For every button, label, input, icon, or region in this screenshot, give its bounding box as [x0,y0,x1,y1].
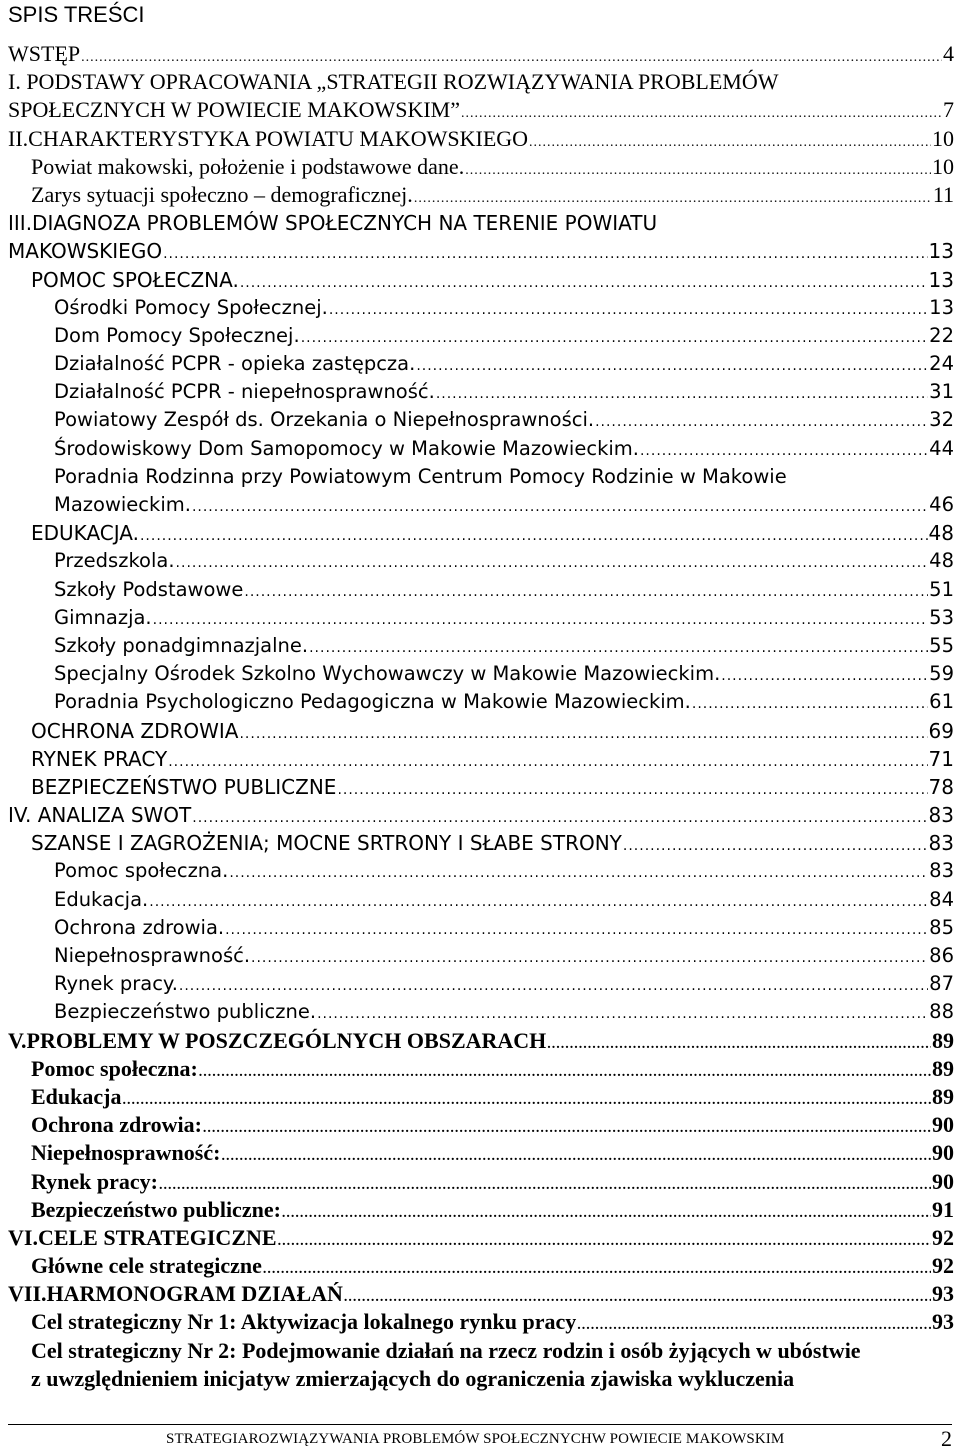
toc-entry-page: 24 [929,352,954,376]
toc-entry-page: 13 [928,239,954,264]
toc-entry[interactable] [0,266,960,294]
toc-entry[interactable] [0,519,960,547]
toc-entry-page: 86 [929,944,954,967]
toc-entry[interactable] [0,96,960,124]
toc-leader-dots [244,578,928,606]
toc-leader-dots [176,549,929,577]
toc-entry-title: Specjalny Ośrodek Szkolno Wychowawczy w Makowie Mazowieckim. [54,662,721,686]
toc-entry[interactable] [0,660,960,688]
toc-entry[interactable] [0,773,960,801]
page-footer [0,1420,960,1452]
toc-leader-dots [337,776,927,804]
toc-entry-title: Edukacja [31,1083,122,1109]
toc-entry-title: IV. ANALIZA SWOT [8,803,192,828]
toc-entry[interactable] [0,998,960,1026]
toc-entry-title: WSTĘP [8,41,81,66]
toc-entry[interactable] [0,1196,960,1224]
toc-leader-dots [149,888,928,916]
toc-entry[interactable] [0,1027,960,1055]
toc-leader-dots [225,916,928,944]
toc-entry[interactable] [0,40,960,68]
toc-entry[interactable] [0,857,960,885]
toc-entry-page: 88 [929,1000,954,1024]
toc-entry-title: EDUKACJA. [31,521,139,546]
toc-entry-page: 46 [929,493,954,516]
toc-leader-dots [240,269,928,297]
toc-entry[interactable] [0,970,960,998]
toc-entry[interactable] [0,1365,960,1393]
toc-entry-page: 7 [943,97,954,123]
toc-entry-title: Gimnazja. [54,605,152,629]
toc-entry[interactable] [0,153,960,181]
toc-entry-page: 53 [929,605,954,629]
toc-entry-title: Rynek pracy: [31,1168,158,1194]
toc-entry-page: 11 [932,181,954,207]
toc-entry-page: 10 [932,153,954,179]
toc-entry[interactable] [0,294,960,322]
toc-entry-page: 92 [932,1253,954,1279]
toc-entry-title: II.CHARAKTERYSTYKA POWIATU MAKOWSKIEGO [8,125,529,151]
toc-entry[interactable] [0,801,960,829]
toc-entry-title: VII.HARMONOGRAM DZIAŁAŃ [8,1281,343,1307]
toc-entry-title: Pomoc społeczna: [31,1055,198,1081]
toc-entry[interactable] [0,463,960,491]
toc-entry-title: Działalność PCPR - opieka zastępcza. [54,352,416,376]
toc-leader-dots [416,352,928,380]
toc-entry[interactable] [0,576,960,604]
toc-entry[interactable] [0,717,960,745]
toc-entry-page: 78 [928,774,954,799]
toc-entry[interactable] [0,1168,960,1196]
toc-entry[interactable] [0,435,960,463]
toc-entry[interactable] [0,181,960,209]
toc-entry-title: Powiat makowski, położenie i podstawowe dane. [31,153,465,179]
toc-entry-title: I. PODSTAWY OPRACOWANIA „STRATEGII ROZWIĄZYWANIA PROBLEMÓW [8,69,779,95]
toc-entry-title: Ochrona zdrowia: [31,1112,202,1138]
toc-entry-page: 31 [929,380,954,404]
toc-entry-title: Rynek pracy. [54,972,178,996]
toc-entry-title: z uwzględnieniem inicjatyw zmierzających do ograniczenia zjawiska wykluczenia [31,1365,795,1391]
toc-leader-dots [640,437,928,465]
toc-leader-dots [623,832,928,860]
toc-entry-page: 32 [929,408,954,432]
toc-entry[interactable] [0,745,960,773]
toc-leader-dots [239,720,927,748]
toc-entry-title: III.DIAGNOZA PROBLEMÓW SPOŁECZNYCH NA TERENIE POWIATU [8,211,658,236]
toc-entry-title: Cel strategiczny Nr 1: Aktywizacja lokalnego rynku pracy [31,1309,577,1335]
toc-entry-title: RYNEK PRACY [31,746,168,771]
toc-entry[interactable] [0,322,960,350]
toc-entry-title: Niepełnosprawność. [54,944,251,967]
toc-leader-dots [179,972,928,1000]
toc-leader-dots [229,859,928,887]
toc-entry-page: 87 [929,972,954,996]
toc-entry-title: Pomoc społeczna. [54,859,229,883]
toc-leader-dots [192,493,928,521]
toc-entry-title: Powiatowy Zespół ds. Orzekania o Niepełnosprawności. [54,408,595,432]
toc-entry[interactable] [0,1083,960,1111]
toc-entry-title: Mazowieckim. [54,493,191,516]
toc-entry[interactable] [0,491,960,519]
toc-leader-dots [309,634,928,662]
toc-entry-page: 22 [929,323,954,347]
toc-entry[interactable] [0,1111,960,1139]
toc-entry[interactable] [0,688,960,716]
toc-entry-page: 90 [932,1168,954,1194]
toc-entry[interactable] [0,604,960,632]
toc-entry-page: 83 [928,831,954,856]
table-of-contents [0,40,960,1393]
toc-entry-page: 4 [943,41,954,66]
toc-entry-page: 91 [932,1196,954,1222]
toc-entry-page: 83 [928,803,954,828]
toc-leader-dots [692,690,928,718]
toc-entry[interactable] [0,886,960,914]
toc-entry-page: 44 [929,436,954,460]
toc-entry-title: VI.CELE STRATEGICZNE [8,1224,277,1250]
toc-entry[interactable] [0,125,960,153]
toc-entry[interactable] [0,68,960,96]
toc-entry-title: BEZPIECZEŃSTWO PUBLICZNE [31,774,337,799]
toc-entry-page: 83 [929,859,954,883]
toc-entry-page: 90 [932,1112,954,1138]
toc-entry[interactable] [0,914,960,942]
toc-entry-title: Działalność PCPR - niepełnosprawność. [54,380,435,404]
toc-entry-page: 10 [932,125,954,151]
toc-entry[interactable] [0,350,960,378]
toc-leader-dots [301,324,928,352]
toc-entry-title: Główne cele strategiczne [31,1253,262,1279]
toc-entry-title: Szkoły ponadgimnazjalne. [54,633,309,657]
toc-entry[interactable] [0,1139,960,1167]
toc-entry-title: SZANSE I ZAGROŻENIA; MOCNE SRTRONY I SŁABE STRONY [31,831,622,856]
toc-entry[interactable] [0,942,960,970]
toc-entry-page: 48 [929,549,954,573]
toc-entry-title: Środowiskowy Dom Samopomocy w Makowie Mazowieckim. [54,436,639,460]
toc-entry-page: 48 [928,521,954,546]
toc-entry-title: Poradnia Psychologiczno Pedagogiczna w Makowie Mazowieckim. [54,690,691,714]
toc-entry[interactable] [0,1280,960,1308]
toc-entry-title: Bezpieczeństwo publiczne: [31,1196,281,1222]
toc-entry[interactable] [0,378,960,406]
toc-entry[interactable] [0,1337,960,1365]
toc-entry-title: Przedszkola. [54,549,175,573]
toc-entry-page: 84 [929,887,954,911]
toc-leader-dots [163,240,927,268]
toc-entry-title: V.PROBLEMY W POSZCZEGÓLNYCH OBSZARACH [8,1027,547,1053]
toc-entry-page: 89 [932,1027,954,1053]
toc-entry-title: SPOŁECZNYCH W POWIECIE MAKOWSKIM” [8,97,461,123]
toc-entry-page: 71 [928,746,954,771]
toc-leader-dots [595,408,928,436]
toc-entry-page: 55 [929,633,954,657]
toc-entry-page: 93 [932,1309,954,1335]
toc-entry-title: Poradnia Rodzinna przy Powiatowym Centrum Pomocy Rodzinie w Makowie [54,464,787,488]
toc-entry[interactable] [0,1224,960,1252]
toc-entry-title: Zarys sytuacji społeczno – demograficznej. [31,181,413,207]
toc-entry-title: POMOC SPOŁECZNA. [31,267,239,292]
toc-entry-page: 90 [932,1140,954,1166]
toc-entry[interactable] [0,209,960,237]
toc-leader-dots [153,606,929,634]
toc-entry-page: 93 [932,1281,954,1307]
toc-entry-title: Bezpieczeństwo publiczne. [54,1000,317,1024]
toc-leader-dots [140,522,928,550]
toc-entry[interactable] [0,1252,960,1280]
toc-entry-page: 92 [932,1224,954,1250]
toc-entry[interactable] [0,1055,960,1083]
toc-entry-title: Dom Pomocy Społecznej. [54,323,300,347]
page-number: 2 [941,1426,952,1451]
toc-entry[interactable] [0,632,960,660]
toc-entry[interactable] [0,237,960,265]
footer-text: STRATEGIAROZWIĄZYWANIA PROBLEMÓW SPOŁECZNYCHW POWIECIE MAKOWSKIM [166,1431,785,1447]
toc-leader-dots [168,748,927,776]
toc-entry-page: 85 [929,915,954,939]
toc-entry-page: 59 [929,662,954,686]
toc-entry-page: 89 [932,1083,954,1109]
toc-leader-dots [436,380,928,408]
toc-entry-title: Niepełnosprawność: [31,1140,221,1166]
toc-leader-dots [721,662,928,690]
toc-entry[interactable] [0,547,960,575]
toc-entry[interactable] [0,829,960,857]
toc-entry-title: Ochrona zdrowia. [54,915,225,939]
toc-entry-page: 13 [929,295,954,319]
toc-entry[interactable] [0,406,960,434]
toc-entry-title: OCHRONA ZDROWIA [31,718,239,743]
toc-entry[interactable] [0,1308,960,1336]
toc-entry-page: 61 [929,690,954,714]
toc-entry-title: Cel strategiczny Nr 2: Podejmowanie działań na rzecz rodzin i osób żyjących w ubóstwie [31,1337,861,1363]
toc-entry-page: 89 [932,1055,954,1081]
toc-entry-title: Szkoły Podstawowe [54,577,244,601]
toc-leader-dots [192,804,927,832]
toc-leader-dots [317,1000,928,1028]
toc-entry-title: Edukacja. [54,887,149,911]
toc-entry-page: 69 [928,718,954,743]
toc-entry-page: 13 [928,267,954,292]
footer-rule [8,1424,952,1425]
toc-entry-page: 51 [929,577,954,601]
toc-leader-dots [251,944,928,972]
page-title: SPIS TREŚCI [8,2,145,27]
toc-leader-dots [329,296,928,324]
toc-entry-title: Ośrodki Pomocy Społecznej. [54,295,328,319]
toc-entry-title: MAKOWSKIEGO [8,239,163,264]
